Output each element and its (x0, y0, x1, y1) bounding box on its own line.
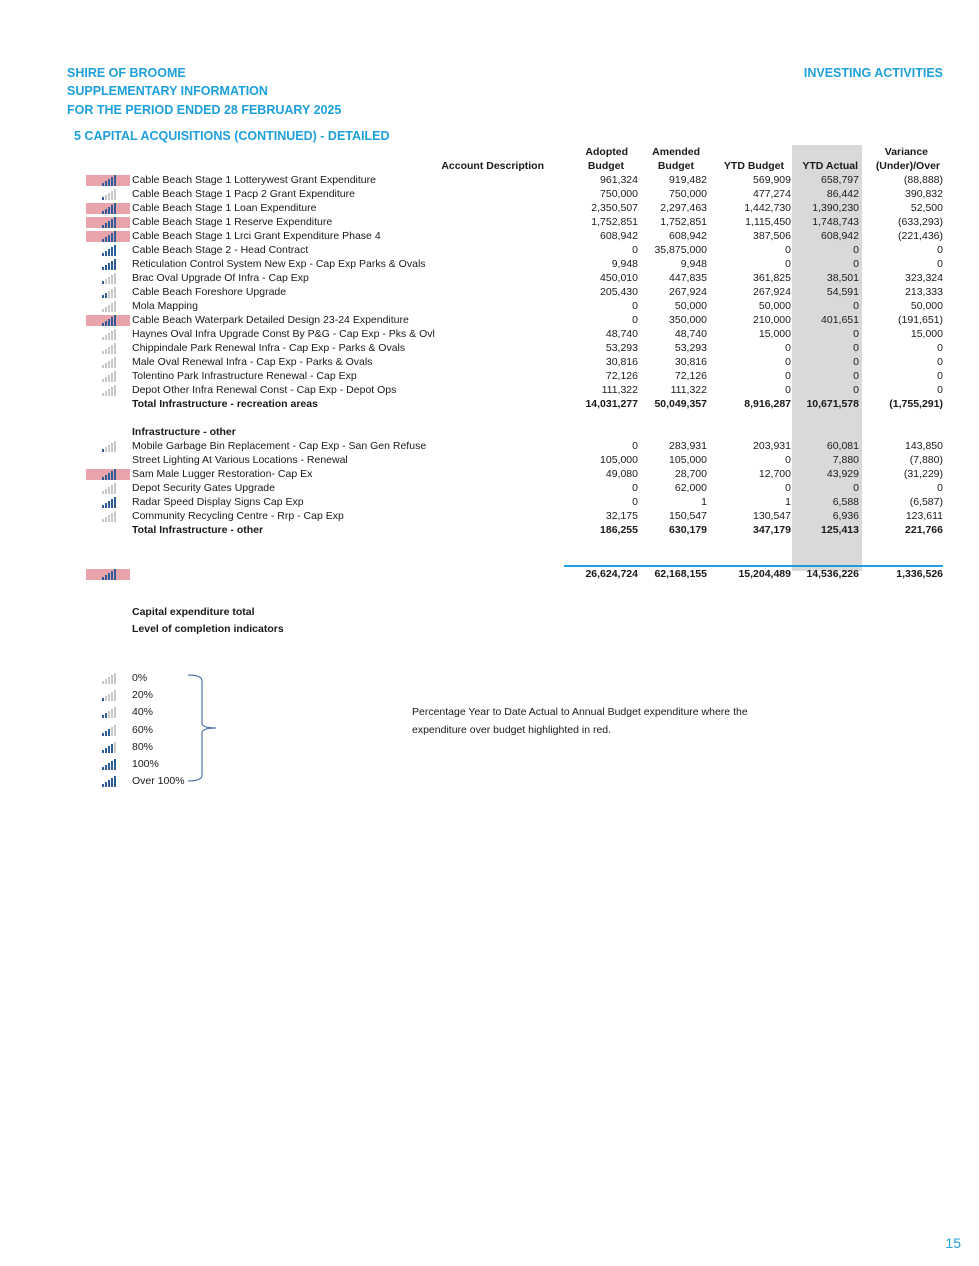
cell-ytd-budget (707, 551, 791, 566)
cell-variance: 15,000 (910, 328, 943, 340)
row-description: Tolentino Park Infrastructure Renewal - Cap Exp (132, 370, 357, 382)
cell-variance: 0 (937, 356, 943, 368)
cell-adopted: 450,010 (600, 272, 638, 284)
report-org: SHIRE OF BROOME (67, 66, 186, 80)
row-description: Depot Security Gates Upgrade (132, 482, 275, 494)
cell-ytd-budget: 1 (785, 496, 791, 508)
cell-ytd-actual: 0 (853, 370, 859, 382)
cell-ytd-budget: 210,000 (753, 314, 791, 326)
completion-indicator-icon (86, 216, 130, 228)
cell-amended: 53,293 (674, 342, 707, 354)
cell-adopted: 186,255 (600, 524, 638, 536)
table-row (86, 369, 943, 383)
table-row (86, 509, 943, 523)
completion-indicator-icon (86, 568, 130, 580)
legend-label: 0% (132, 671, 148, 684)
cell-ytd-budget: 50,000 (758, 300, 791, 312)
cell-variance: (191,651) (898, 314, 943, 326)
cell-variance: (31,229) (903, 468, 943, 480)
cell-ytd-actual: 0 (853, 244, 859, 256)
cell-amended: 750,000 (669, 188, 707, 200)
row-description (132, 411, 564, 425)
table-row (86, 215, 943, 229)
table-row (86, 453, 943, 467)
cell-variance: 123,611 (905, 510, 943, 522)
row-description: Haynes Oval Infra Upgrade Const By P&G - Cap Exp - Pks & Ovl (132, 328, 435, 340)
row-description (132, 537, 564, 551)
cell-adopted: 961,324 (600, 174, 638, 186)
cell-ytd-actual: 608,942 (821, 230, 859, 242)
cell-amended: 267,924 (669, 286, 707, 298)
col-ytd-budget: YTD Budget (723, 160, 784, 172)
cell-amended: 111,322 (670, 384, 707, 396)
row-description: Radar Speed Display Signs Cap Exp (132, 496, 304, 508)
cell-ytd-budget (707, 425, 791, 439)
cell-adopted (564, 411, 638, 425)
col-amended-line1: Amended (652, 146, 700, 158)
row-description: Mola Mapping (132, 300, 198, 312)
cell-adopted: 30,816 (605, 356, 638, 368)
cell-ytd-actual: 10,671,578 (806, 398, 859, 410)
completion-indicator-icon (100, 758, 130, 770)
table-row (86, 495, 943, 509)
row-description: Cable Beach Stage 1 Loan Expenditure (132, 202, 317, 214)
table-row (86, 383, 943, 397)
completion-indicator-icon (86, 300, 130, 312)
cell-ytd-actual (791, 411, 861, 425)
cell-adopted: 0 (632, 300, 638, 312)
cell-variance: (633,293) (898, 216, 943, 228)
completion-indicator-icon (100, 724, 130, 736)
cell-ytd-budget: 361,825 (753, 272, 791, 284)
spacer-row (86, 537, 943, 551)
group-heading-other (86, 425, 943, 439)
cell-ytd-budget: 0 (785, 258, 791, 270)
cell-adopted: 49,080 (605, 468, 638, 480)
cell-ytd-actual: 7,880 (832, 454, 859, 466)
cell-ytd-budget: 12,700 (758, 468, 791, 480)
cell-ytd-budget (707, 411, 791, 425)
cell-ytd-actual (791, 425, 861, 439)
cell-amended: 350,000 (669, 314, 707, 326)
cell-amended: 150,547 (669, 510, 707, 522)
cell-ytd-actual: 0 (853, 482, 859, 494)
cell-adopted: 9,948 (611, 258, 638, 270)
completion-indicator-icon (100, 775, 130, 787)
table-row (86, 271, 943, 285)
footer-labels (132, 604, 284, 638)
cell-adopted: 32,175 (605, 510, 638, 522)
cell-amended: 35,875,000 (654, 244, 707, 256)
cell-ytd-actual: 0 (853, 258, 859, 270)
cell-variance: 0 (937, 482, 943, 494)
cell-adopted: 53,293 (605, 342, 638, 354)
completion-indicator-icon (100, 672, 130, 684)
legend-label: 40% (132, 706, 154, 719)
cell-ytd-actual: 6,588 (832, 496, 859, 508)
cell-variance: 213,333 (905, 286, 943, 298)
cell-variance (861, 537, 943, 551)
cell-variance: (7,880) (909, 454, 943, 466)
cell-variance: (1,755,291) (889, 398, 943, 410)
cell-ytd-budget: 130,547 (753, 510, 791, 522)
legend-label: 20% (132, 688, 154, 701)
capital-acquisitions-table (86, 173, 943, 581)
completion-indicator-icon (86, 370, 130, 382)
row-description: Male Oval Renewal Infra - Cap Exp - Parks & Ovals (132, 356, 373, 368)
cell-ytd-budget: 1,442,730 (744, 202, 791, 214)
cell-amended: 2,297,463 (660, 202, 707, 214)
cell-adopted (564, 537, 638, 551)
cell-variance: 50,000 (910, 300, 943, 312)
cell-adopted: 14,031,277 (585, 398, 638, 410)
cell-adopted: 111,322 (601, 384, 638, 396)
cell-ytd-budget: 0 (785, 370, 791, 382)
cell-ytd-budget: 477,274 (753, 188, 791, 200)
legend-label: 80% (132, 740, 154, 753)
cell-amended: 62,000 (674, 482, 707, 494)
cell-amended (638, 551, 707, 566)
col-ytd-actual: YTD Actual (802, 160, 858, 172)
table-row (86, 173, 943, 187)
cell-variance (861, 551, 943, 566)
cell-amended: 62,168,155 (638, 566, 707, 581)
col-adopted-line1: Adopted (585, 146, 628, 158)
cell-ytd-actual: 0 (853, 356, 859, 368)
row-description: Cable Beach Stage 2 - Head Contract (132, 244, 309, 256)
completion-indicator-icon (86, 482, 130, 494)
report-category: INVESTING ACTIVITIES (803, 66, 943, 80)
cell-amended: 919,482 (669, 174, 707, 186)
table-row (86, 355, 943, 369)
completion-indicator-icon (86, 244, 130, 256)
completion-indicator-icon (86, 384, 130, 396)
table-row (86, 285, 943, 299)
cell-variance: (88,888) (903, 174, 943, 186)
completion-indicator-icon (86, 272, 130, 284)
row-description: Sam Male Lugger Restoration- Cap Ex (132, 468, 313, 480)
cell-amended (638, 537, 707, 551)
cell-adopted: 105,000 (600, 454, 638, 466)
cell-ytd-budget: 347,179 (753, 524, 791, 536)
table-row (86, 243, 943, 257)
total-row-other (86, 523, 943, 537)
completion-legend (100, 669, 185, 790)
col-account-description: Account Description (441, 160, 544, 172)
row-description: Infrastructure - other (132, 426, 236, 438)
legend-item (100, 721, 185, 738)
report-period: FOR THE PERIOD ENDED 28 FEBRUARY 2025 (67, 103, 342, 117)
cell-ytd-actual: 125,413 (821, 524, 859, 536)
legend-item (100, 773, 185, 790)
completion-indicator-icon (86, 230, 130, 242)
completion-indicator-icon (86, 314, 130, 326)
cell-variance: 52,500 (910, 202, 943, 214)
cell-amended (638, 425, 707, 439)
cell-ytd-budget: 0 (785, 342, 791, 354)
row-description: Depot Other Infra Renewal Const - Cap Exp - Depot Ops (132, 384, 397, 396)
table-row (86, 201, 943, 215)
row-description: Cable Beach Stage 1 Lrci Grant Expenditure Phase 4 (132, 230, 381, 242)
cell-adopted: 205,430 (600, 286, 638, 298)
cell-ytd-budget: 8,916,287 (744, 398, 791, 410)
cell-variance: 0 (937, 258, 943, 270)
completion-indicator-icon (100, 689, 130, 701)
table-row (86, 439, 943, 453)
col-amended-line2: Budget (657, 160, 694, 172)
completion-indicator-icon (86, 328, 130, 340)
row-description: Cable Beach Waterpark Detailed Design 23-24 Expenditure (132, 314, 409, 326)
table-row (86, 327, 943, 341)
row-description: Total Infrastructure - other (132, 524, 264, 536)
cell-ytd-actual: 0 (853, 328, 859, 340)
cell-variance: 323,324 (905, 272, 943, 284)
completion-indicator-icon (86, 440, 130, 452)
legend-item (100, 686, 185, 703)
row-description: Cable Beach Stage 1 Reserve Expenditure (132, 216, 333, 228)
cell-amended: 50,000 (674, 300, 707, 312)
cell-variance: 0 (937, 244, 943, 256)
cell-ytd-actual: 1,748,743 (812, 216, 859, 228)
section-title: 5 CAPITAL ACQUISITIONS (CONTINUED) - DETAILED (74, 129, 390, 143)
cell-variance: 0 (937, 384, 943, 396)
cell-ytd-actual: 38,501 (826, 272, 859, 284)
total-row-recreation (86, 397, 943, 411)
cell-adopted: 1,752,851 (591, 216, 638, 228)
completion-indicator-icon (86, 468, 130, 480)
grand-total-row (86, 566, 943, 581)
cell-amended: 1,752,851 (660, 216, 707, 228)
cell-amended: 608,942 (669, 230, 707, 242)
legend-brace (188, 673, 218, 783)
cell-variance: (221,436) (898, 230, 943, 242)
cell-amended: 9,948 (680, 258, 707, 270)
cell-adopted: 2,350,507 (591, 202, 638, 214)
cell-ytd-budget: 0 (785, 356, 791, 368)
cell-adopted: 750,000 (600, 188, 638, 200)
cell-adopted: 48,740 (605, 328, 638, 340)
table-row (86, 481, 943, 495)
cell-variance: 143,850 (905, 440, 943, 452)
col-variance-line1: Variance (884, 146, 928, 158)
cell-adopted: 72,126 (605, 370, 638, 382)
cell-adopted: 0 (632, 314, 638, 326)
legend-item (100, 704, 185, 721)
cell-amended: 105,000 (669, 454, 707, 466)
cell-ytd-budget: 1,115,450 (745, 216, 791, 228)
completion-indicator-icon (100, 706, 130, 718)
cell-ytd-actual: 0 (853, 342, 859, 354)
cell-ytd-budget (707, 537, 791, 551)
cell-ytd-budget: 203,931 (753, 440, 791, 452)
cell-amended: 48,740 (674, 328, 707, 340)
legend-item (100, 669, 185, 686)
row-description: Total Infrastructure - recreation areas (132, 398, 318, 410)
report-subtitle: SUPPLEMENTARY INFORMATION (67, 84, 268, 98)
capital-expenditure-total-label: Capital expenditure total (132, 606, 255, 618)
table-row (86, 313, 943, 327)
cell-variance: (6,587) (909, 496, 943, 508)
col-variance-line2: (Under)/Over (875, 160, 940, 172)
cell-amended: 28,700 (674, 468, 707, 480)
cell-ytd-budget: 0 (785, 244, 791, 256)
row-description: Cable Beach Stage 1 Pacp 2 Grant Expenditure (132, 188, 355, 200)
cell-ytd-actual: 54,591 (826, 286, 859, 298)
cell-ytd-actual: 6,936 (832, 510, 859, 522)
table-row (86, 187, 943, 201)
cell-ytd-actual (791, 551, 861, 566)
col-adopted-line2: Budget (587, 160, 624, 172)
cell-adopted: 0 (632, 482, 638, 494)
cell-ytd-actual: 86,442 (826, 188, 859, 200)
cell-ytd-actual: 658,797 (821, 174, 859, 186)
table-row (86, 467, 943, 481)
completion-indicator-icon (86, 258, 130, 270)
cell-amended (638, 411, 707, 425)
cell-variance: 221,766 (905, 524, 943, 536)
cell-amended: 30,816 (674, 356, 707, 368)
legend-item (100, 755, 185, 772)
row-description (132, 566, 564, 581)
table-row (86, 257, 943, 271)
cell-ytd-budget: 15,000 (758, 328, 791, 340)
row-description: Cable Beach Stage 1 Lotterywest Grant Expenditure (132, 174, 376, 186)
completion-indicator-icon (100, 741, 130, 753)
cell-ytd-actual: 0 (853, 384, 859, 396)
cell-amended: 283,931 (669, 440, 707, 452)
page-number: 15 (945, 1235, 961, 1251)
cell-ytd-budget: 387,506 (753, 230, 791, 242)
spacer-row (86, 411, 943, 425)
row-description: Street Lighting At Various Locations - Renewal (132, 454, 348, 466)
cell-ytd-budget: 267,924 (753, 286, 791, 298)
cell-variance (861, 425, 943, 439)
cell-variance: 0 (937, 370, 943, 382)
cell-ytd-budget: 0 (785, 482, 791, 494)
cell-adopted: 0 (632, 244, 638, 256)
cell-ytd-actual: 14,536,226 (791, 566, 861, 581)
cell-variance: 1,336,526 (861, 566, 943, 581)
cell-ytd-budget: 569,909 (753, 174, 791, 186)
cell-amended: 447,835 (669, 272, 707, 284)
cell-adopted: 0 (632, 496, 638, 508)
cell-adopted: 0 (632, 440, 638, 452)
cell-adopted: 608,942 (600, 230, 638, 242)
row-description: Brac Oval Upgrade Of Infra - Cap Exp (132, 272, 309, 284)
cell-ytd-budget: 0 (785, 454, 791, 466)
cell-amended: 72,126 (674, 370, 707, 382)
row-description: Mobile Garbage Bin Replacement - Cap Exp - San Gen Refuse (132, 440, 427, 452)
completion-indicator-icon (86, 510, 130, 522)
legend-note: Percentage Year to Date Actual to Annual Budget expenditure where the expenditure over budget highlighted in red. (412, 706, 748, 736)
cell-amended: 1 (701, 496, 707, 508)
row-description: Community Recycling Centre - Rrp - Cap Exp (132, 510, 344, 522)
completion-indicator-icon (86, 188, 130, 200)
cell-ytd-actual: 1,390,230 (812, 202, 859, 214)
cell-ytd-actual: 60,081 (826, 440, 859, 452)
table-row (86, 299, 943, 313)
cell-variance (861, 411, 943, 425)
completion-indicator-icon (86, 174, 130, 186)
row-description: Reticulation Control System New Exp - Cap Exp Parks & Ovals (132, 258, 426, 270)
completion-indicator-icon (86, 286, 130, 298)
cell-amended: 50,049,357 (654, 398, 707, 410)
cell-ytd-budget: 15,204,489 (707, 566, 791, 581)
table-row (86, 341, 943, 355)
legend-label: Over 100% (132, 775, 185, 788)
cell-ytd-actual: 401,651 (821, 314, 859, 326)
completion-indicator-icon (86, 496, 130, 508)
cell-variance: 390,832 (905, 188, 943, 200)
cell-adopted (564, 425, 638, 439)
row-description: Chippindale Park Renewal Infra - Cap Exp - Parks & Ovals (132, 342, 406, 354)
legend-label: 60% (132, 723, 154, 736)
cell-amended: 630,179 (669, 524, 707, 536)
table-row (86, 229, 943, 243)
spacer-row (86, 551, 943, 566)
cell-ytd-actual: 43,929 (826, 468, 859, 480)
legend-label: 100% (132, 758, 159, 771)
cell-ytd-budget: 0 (785, 384, 791, 396)
cell-adopted: 26,624,724 (564, 566, 638, 581)
cell-adopted (564, 551, 638, 566)
completion-indicator-icon (86, 342, 130, 354)
cell-variance: 0 (937, 342, 943, 354)
cell-ytd-actual: 0 (853, 300, 859, 312)
cell-ytd-actual (791, 537, 861, 551)
legend-item (100, 738, 185, 755)
row-description: Cable Beach Foreshore Upgrade (132, 286, 287, 298)
completion-indicator-icon (86, 202, 130, 214)
completion-indicators-label: Level of completion indicators (132, 623, 284, 635)
completion-indicator-icon (86, 356, 130, 368)
row-description (132, 551, 564, 566)
